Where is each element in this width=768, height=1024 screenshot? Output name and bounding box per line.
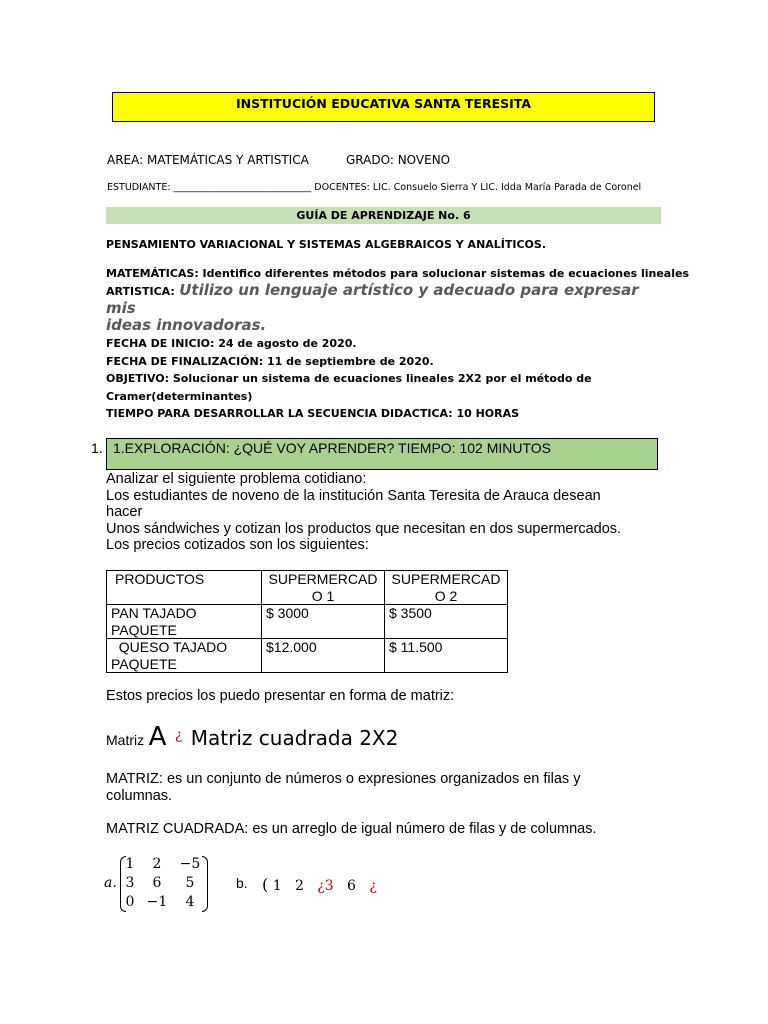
example-b-label: b.: [236, 875, 248, 891]
matrix-cell: −5: [179, 856, 201, 872]
matrix-cell: 1: [125, 856, 135, 872]
problem-line: Unos sándwiches y cotizan los productos que necesitan en dos supermercados.: [106, 520, 622, 537]
matrix-cell: 6: [152, 875, 162, 891]
objetivo-2: Cramer(determinantes): [106, 389, 253, 403]
example-a: [104, 856, 214, 912]
tiempo: TIEMPO PARA DESARROLLAR LA SECUENCIA DIDACTICA: 10 HORAS: [106, 407, 520, 420]
matrix-cell: 2: [152, 856, 162, 872]
guia-heading: GUÍA DE APRENDIZAJE No. 6: [106, 207, 661, 224]
matrix-description: Matriz cuadrada 2X2: [190, 726, 399, 750]
matrix-cell: 1: [272, 878, 282, 894]
exploracion-heading: 1.EXPLORACIÓN: ¿QUÉ VOY APRENDER? TIEMPO: 102 MINUTOS: [106, 438, 658, 470]
matrix-prefix: Matriz: [106, 732, 145, 748]
def-matriz-line: columnas.: [106, 787, 173, 804]
table-header-cell: PRODUCTOS: [107, 571, 262, 605]
matrix-cell: ¿3: [317, 878, 334, 894]
matrix-cell: 4: [185, 894, 195, 910]
table-row: [107, 605, 508, 639]
example-b: [262, 875, 377, 894]
example-a-label: a.: [104, 875, 117, 891]
grado-label: GRADO: NOVENO: [346, 153, 451, 167]
table-cell: $ 11.500: [385, 639, 508, 673]
matrix-cell: 0: [125, 894, 135, 910]
table-cell: $ 3500: [385, 605, 508, 639]
right-bracket: [202, 856, 208, 912]
fecha-fin: FECHA DE FINALIZACIÓN: 11 de septiembre de 2020.: [106, 354, 434, 368]
table-cell: $ 3000: [262, 605, 385, 639]
missing-glyph: ¿: [174, 727, 183, 743]
table-header-cell: SUPERMERCAD O 1: [262, 571, 385, 605]
matrix-cell: 2: [294, 878, 304, 894]
table-row: [107, 639, 508, 673]
matrix-cell: ¿: [369, 878, 377, 894]
matrix-letter: A: [148, 722, 167, 752]
area-label: AREA: MATEMÁTICAS Y ARTISTICA: [107, 153, 309, 167]
table-cell: $12.000: [262, 639, 385, 673]
matrix-cell: 5: [185, 875, 195, 891]
artistica-block: [106, 282, 666, 334]
artistica-text-2: ideas innovadoras.: [106, 316, 267, 334]
table-cell: PAN TAJADO PAQUETE: [107, 605, 262, 639]
area-line: [107, 153, 451, 167]
matrix-a-line: [106, 722, 398, 752]
prices-table: [106, 570, 508, 673]
precios-matriz-text: Estos precios los puedo presentar en forma de matriz:: [106, 688, 455, 704]
left-paren: (: [262, 875, 269, 894]
problem-line: hacer: [106, 504, 143, 520]
def-matriz-line: MATRIZ: es un conjunto de números o expresiones organizados en filas y: [106, 771, 581, 787]
table-header-cell: SUPERMERCAD O 2: [385, 571, 508, 605]
table-header-row: [107, 571, 508, 605]
fechas-block: [106, 335, 666, 423]
artistica-label: ARTISTICA:: [106, 285, 175, 298]
objetivo-1: OBJETIVO: Solucionar un sistema de ecuaciones lineales 2X2 por el método de: [106, 372, 592, 385]
exploracion-number: 1.: [91, 440, 103, 456]
problem-line: Los precios cotizados son los siguientes:: [106, 537, 369, 553]
problem-line: Los estudiantes de noveno de la institución Santa Teresita de Arauca desean: [106, 487, 601, 504]
matrix-cell: −1: [146, 894, 168, 910]
def-matriz: [106, 771, 580, 804]
matrix-cell: 3: [125, 875, 135, 891]
problem-text: [106, 471, 621, 554]
matematicas-line: MATEMÁTICAS: Identifico diferentes métodos para solucionar sistemas de ecuaciones lineales: [106, 267, 689, 280]
artistica-text-1: Utilizo un lenguaje artístico y adecuado para expresar mis: [106, 281, 639, 317]
table-cell: QUESO TAJADO PAQUETE: [107, 639, 262, 673]
matrix-cell: 6: [347, 878, 356, 894]
def-cuadrada: MATRIZ CUADRADA: es un arreglo de igual número de filas y de columnas.: [106, 821, 597, 837]
problem-line: Analizar el siguiente problema cotidiano:: [106, 471, 367, 487]
estudiante-docentes-line: ESTUDIANTE: _____________________________ DOCENTES: LIC. Consuelo Sierra Y LIC. Idda María Parada de Coronel: [107, 182, 642, 193]
institution-title: INSTITUCIÓN EDUCATIVA SANTA TERESITA: [112, 92, 655, 122]
fecha-inicio: FECHA DE INICIO: 24 de agosto de 2020.: [106, 337, 357, 350]
pensamiento-heading: PENSAMIENTO VARIACIONAL Y SISTEMAS ALGEBRAICOS Y ANALÍTICOS.: [106, 238, 547, 251]
